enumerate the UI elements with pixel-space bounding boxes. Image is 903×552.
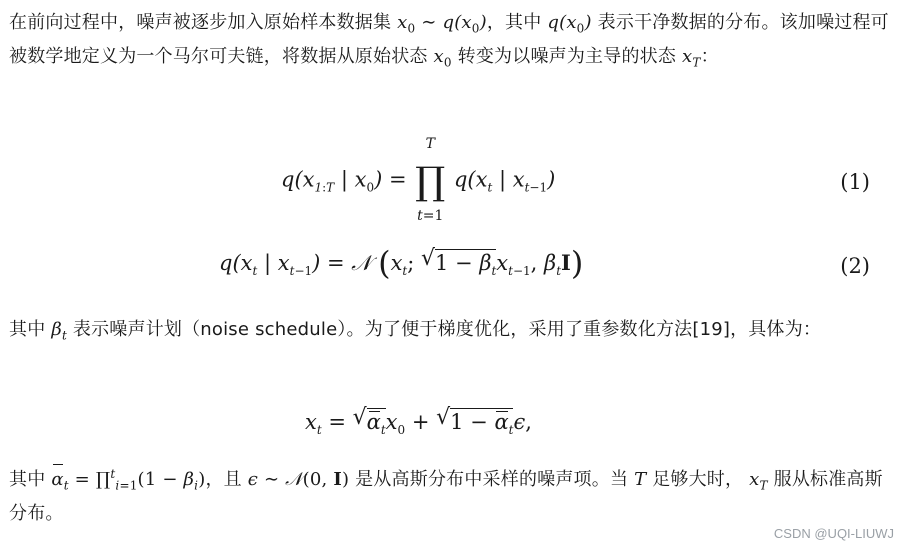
math-alpha-bar-def: $\alpha_t$ = ∏$^t_{i=1}$(1 − $\beta_i$)	[51, 469, 205, 490]
product-operator: T ∏ t=1	[415, 136, 446, 224]
equation-2	[0, 240, 903, 320]
para3-text-5: 服从标准高斯分布。	[9, 469, 883, 524]
para3-text-2: ，且	[205, 469, 242, 490]
para1-text-1: 在前向过程中，噪声被逐步加入原始样本数据集	[9, 12, 392, 33]
paragraph-alpha-bar	[9, 463, 889, 531]
math-beta-t: $\beta_t$	[51, 319, 67, 343]
math-epsilon-dist: ϵ ∼ 𝒩(0, I)	[247, 469, 350, 490]
math-T: T	[634, 469, 647, 490]
watermark: CSDN @UQI-LIUWJ	[773, 526, 894, 541]
math-xT-2: $x_T$	[749, 469, 768, 493]
paragraph-forward-process	[9, 6, 889, 74]
equation-1-number: (1)	[840, 170, 870, 194]
para3-text-3: 是从高斯分布中采样的噪声项。当	[355, 469, 629, 490]
para2-text-2: 表示噪声计划（noise schedule）。为了便于梯度优化，采用了重参数化方法[19]，具体为：	[72, 319, 822, 340]
equation-1-body: $q(x_{1:T}$ | $x_0$) = T ∏ t=1 $q(x_t$ | $x_{t-1}$)	[281, 136, 556, 224]
math-x0: $x_0$	[433, 46, 452, 70]
paragraph-noise-schedule	[9, 313, 889, 347]
para3-text-4: 足够大时，	[652, 469, 744, 490]
equation-1	[0, 136, 903, 224]
sqrt-1-minus-beta: √ $1 - \beta_t$	[421, 246, 497, 279]
para3-text-1: 其中	[9, 469, 46, 490]
math-xT: $x_T$	[681, 46, 701, 70]
para1-text-5: ：	[700, 46, 719, 67]
math-x0-dist: $x_0$ ∼ $q(x_0)$	[397, 12, 487, 36]
equation-reparam-body: $x_t$ = √ $\alpha_tx_0$ + √ $1 - \alpha_t\epsilon$,	[305, 405, 532, 438]
para1-text-3: 表示干净数据的分布。该加噪过程可被数学地定义为一个马尔可夫链，将数据从原始状态	[9, 12, 889, 67]
equation-2-body: $q(x_t$ | $x_{t-1}$) = 𝒩 ($x_t$; √ $1 - \beta_tx_{t-1}$, $\beta_tI$)	[219, 244, 584, 282]
para2-text-1: 其中	[9, 319, 46, 340]
equation-2-number: (2)	[840, 254, 870, 278]
para1-text-4: 转变为以噪声为主导的状态	[457, 46, 677, 67]
para1-text-2: ，其中	[486, 12, 542, 33]
math-q-x0: $q(x_0)$	[547, 12, 592, 36]
